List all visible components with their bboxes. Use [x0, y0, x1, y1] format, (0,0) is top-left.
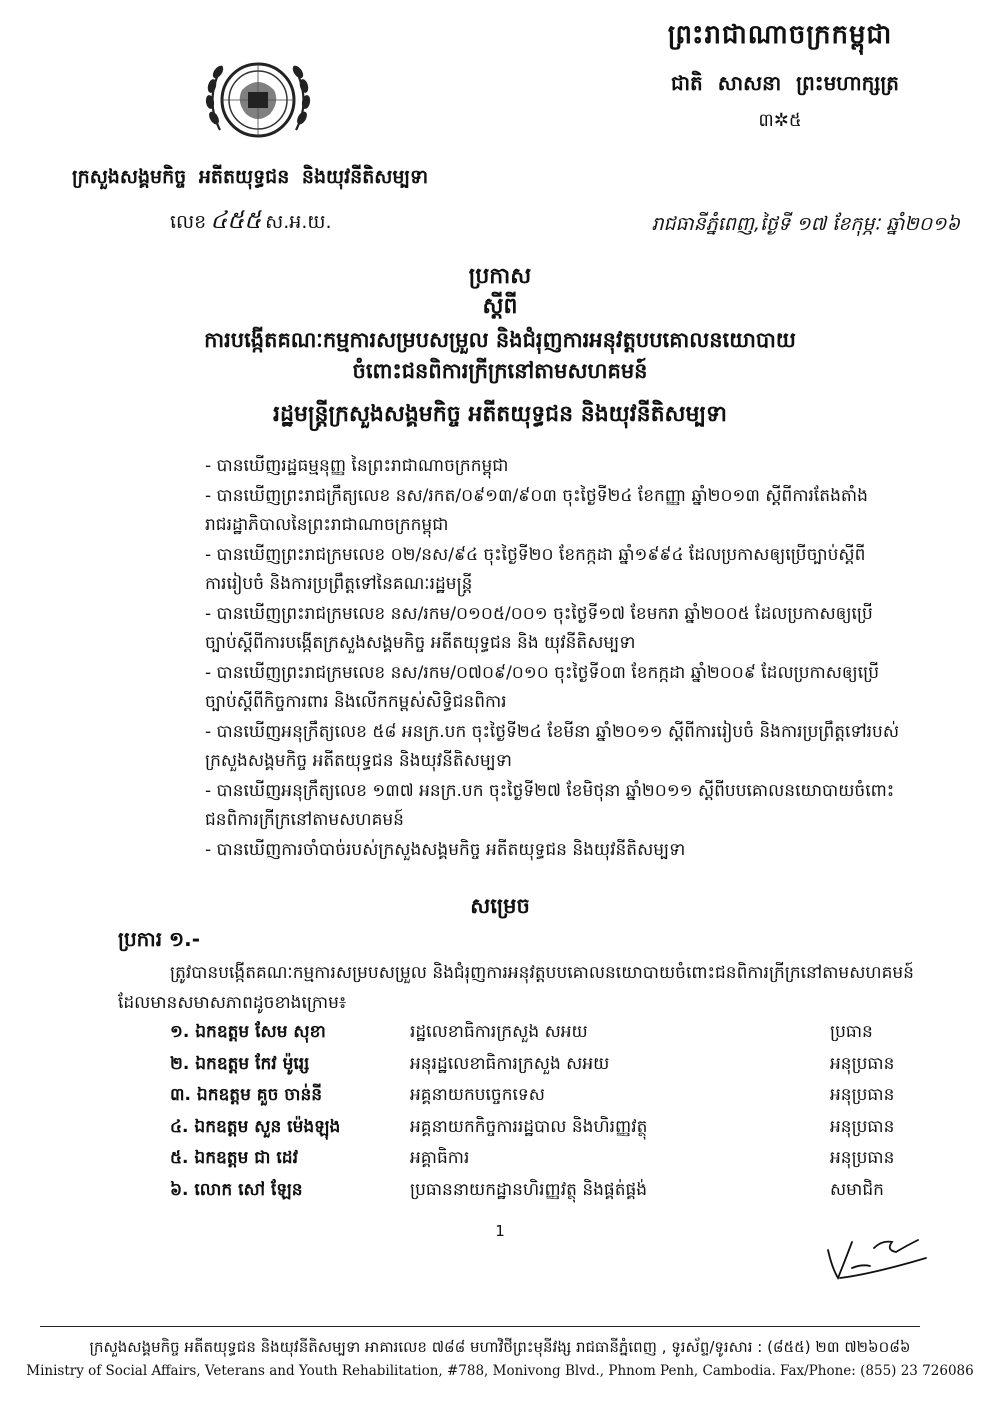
reference-number-value: ៤៥៥	[210, 206, 262, 234]
article-body: ត្រូវបានបង្កើតគណៈកម្មការសម្របសម្រួល និងជំរុញការអនុវត្តបបគោលនយោបាយចំពោះជនពិការក្រីក្រនៅតាមសហគមន៍ ដែលមានសមាសភាពដូចខាងក្រោម៖	[118, 963, 914, 1013]
member-role: អនុប្រធាន	[830, 1116, 895, 1137]
preamble-line: - បានឃើញព្រះរាជក្រមលេខ ០២/នស/៩៤ ចុះថ្ងៃទី២០ ខែកក្កដា ឆ្នាំ១៩៩៤ ដែលប្រកាសឲ្យប្រើច្បាប់ស្តីពី	[205, 544, 866, 565]
table-row	[170, 1050, 930, 1082]
decision-heading: សម្រេច	[470, 894, 530, 918]
preamble-line: - បានឃើញព្រះរាជក្រមលេខ នស/រកម/០១០៥/០០១ ចុះថ្ងៃទី១៧ ខែមករា ឆ្នាំ២០០៥ ដែលប្រកាសឲ្យប្រើ	[205, 603, 873, 624]
table-row	[170, 1176, 930, 1208]
page-number: 1	[495, 1222, 505, 1240]
member-position: រដ្ឋលេខាធិការក្រសួង សអយ	[410, 1022, 588, 1043]
member-position: ប្រធាននាយកដ្ឋានហិរញ្ញវត្ថុ និងផ្គត់ផ្គង់	[410, 1179, 648, 1200]
footer-divider	[40, 1326, 920, 1327]
member-name: ៤. ឯកឧត្តម សួន ម៉េងឡុង	[170, 1116, 341, 1137]
footer-english: Ministry of Social Affairs, Veterans and Youth Rehabilitation, #788, Monivong Blvd., Phnom Penh, Cambodia. Fax/Phone: (855) 23 726086	[26, 1363, 974, 1379]
title-line-2: ចំពោះជនពិការក្រីក្រនៅតាមសហគមន៍	[352, 359, 648, 383]
national-motto: ជាតិ សាសនា ព្រះមហាក្សត្រ	[671, 71, 899, 95]
member-name: ២. ឯកឧត្តម កែវ ម៉ូរ្សេ	[170, 1053, 310, 1074]
preamble-line: រាជរដ្ឋាភិបាលនៃព្រះរាជាណាចក្រកម្ពុជា	[205, 515, 449, 535]
title-line-1: ការបង្កើតគណៈកម្មការសម្របសម្រួល និងជំរុញការអនុវត្តបបគោលនយោបាយ	[204, 328, 796, 352]
member-role: អនុប្រធាន	[830, 1053, 895, 1074]
preamble-line: ការរៀបចំ និងការប្រព្រឹត្តទៅនៃគណៈរដ្ឋមន្ត្រី	[205, 574, 473, 594]
ministry-seal	[198, 40, 318, 160]
committee-members-table	[170, 1018, 930, 1207]
ornament-divider: ៣✲៥	[758, 110, 802, 131]
preamble-list	[205, 452, 935, 865]
member-position: អគ្គនាយកបច្ចេកទេស	[410, 1085, 545, 1106]
member-name: ៥. ឯកឧត្តម ជា ដេវ	[170, 1148, 298, 1169]
member-position: អនុរដ្ឋលេខាធិការក្រសួង សអយ	[410, 1053, 610, 1074]
date-line: រាជធានីភ្នំពេញ,ថ្ងៃទី ១៧ ខែកុម្ភៈ ឆ្នាំ២០១៦	[651, 213, 960, 235]
member-role: សមាជិក	[830, 1179, 884, 1200]
heading-prakas: ប្រកាស	[468, 264, 532, 289]
preamble-line: ច្បាប់ស្តីពីការបង្កើតក្រសួងសង្គមកិច្ច អតីតយុទ្ធជន និង យុវនីតិសម្បទា	[205, 633, 636, 653]
preamble-line: ក្រសួងសង្គមកិច្ច អតីតយុទ្ធជន និងយុវនីតិសម្បទា	[205, 751, 512, 771]
table-row	[170, 1144, 930, 1176]
ministry-name: ក្រសួងសង្គមកិច្ច អតីតយុទ្ធជន និងយុវនីតិសម្បទា	[72, 166, 429, 188]
kingdom-heading: ព្រះរាជាណាចក្រកម្ពុជា	[667, 20, 893, 50]
preamble-line: - បានឃើញព្រះរាជក្រឹត្យលេខ នស/រកត/០៩១៣/៩០៣ ចុះថ្ងៃទី២៤ ខែកញ្ញា ឆ្នាំ២០១៣ ស្តីពីការតែងតាំង	[205, 485, 868, 506]
footer-khmer: ក្រសួងសង្គមកិច្ច អតីតយុទ្ធជន និងយុវនីតិសម្បទា អាគារលេខ ៧៨៨ មហាវិថីព្រះមុនីវង្ស រាជធានីភ្នំពេញ , ទូរស័ព្ទ/ទូរសារ : (៨៥៥) ២៣ ៧២៦០៨៦	[89, 1338, 911, 1356]
preamble-line: ច្បាប់ស្តីពីកិច្ចការពារ និងលើកកម្ពស់សិទ្ធិជនពិការ	[205, 692, 507, 712]
minister-heading: រដ្ឋមន្ត្រីក្រសួងសង្គមកិច្ច អតីតយុទ្ធជន និងយុវនីតិសម្បទា	[273, 402, 727, 427]
preamble-line: - បានឃើញអនុក្រឹត្យលេខ ១៣៧ អនក្រ.បក ចុះថ្ងៃទី២៧ ខែមិថុនា ឆ្នាំ២០១១ ស្តីពីបបគោលនយោបាយចំពោះ	[205, 780, 895, 801]
member-role: អនុប្រធាន	[830, 1085, 895, 1106]
member-position: អគ្គនាយកកិច្ចការរដ្ឋបាល និងហិរញ្ញវត្ថុ	[410, 1116, 648, 1137]
reference-suffix: ស.អ.យ.	[265, 211, 332, 233]
preamble-line: ជនពិការក្រីក្រនៅតាមសហគមន៍	[205, 810, 404, 830]
member-role: ប្រធាន	[830, 1022, 873, 1043]
member-role: អនុប្រធាន	[830, 1148, 895, 1169]
reference-number	[170, 205, 370, 240]
article-heading: ប្រការ ១.-	[118, 927, 201, 951]
reference-prefix: លេខ	[170, 211, 207, 233]
heading-regarding: ស្តីពី	[482, 294, 518, 319]
member-position: អគ្គាធិការ	[410, 1148, 470, 1169]
member-name: ៦. លោក សៅ ឡែន	[170, 1179, 303, 1200]
handwritten-initials	[822, 1228, 932, 1286]
preamble-line: - បានឃើញរដ្ឋធម្មនុញ្ញ នៃព្រះរាជាណាចក្រកម្ពុជា	[205, 456, 509, 476]
table-row	[170, 1018, 930, 1050]
preamble-line: - បានឃើញការចាំបាច់របស់ក្រសួងសង្គមកិច្ច អតីតយុទ្ធជន និងយុវនីតិសម្បទា	[205, 839, 686, 860]
preamble-line: - បានឃើញអនុក្រឹត្យលេខ ៥៨ អនក្រ.បក ចុះថ្ងៃទី២៤ ខែមីនា ឆ្នាំ២០១១ ស្តីពីការរៀបចំ និងការប្រព្រឹត្តទៅរបស់	[205, 721, 900, 742]
member-name: ១. ឯកឧត្តម សែម សុខា	[170, 1022, 326, 1043]
table-row	[170, 1081, 930, 1113]
preamble-line: - បានឃើញព្រះរាជក្រមលេខ នស/រកម/០៧០៩/០១០ ចុះថ្ងៃទី០៣ ខែកក្កដា ឆ្នាំ២០០៩ ដែលប្រកាសឲ្យប្រើ	[205, 662, 879, 683]
table-row	[170, 1113, 930, 1145]
member-name: ៣. ឯកឧត្តម គួច ចាន់នី	[170, 1085, 323, 1106]
